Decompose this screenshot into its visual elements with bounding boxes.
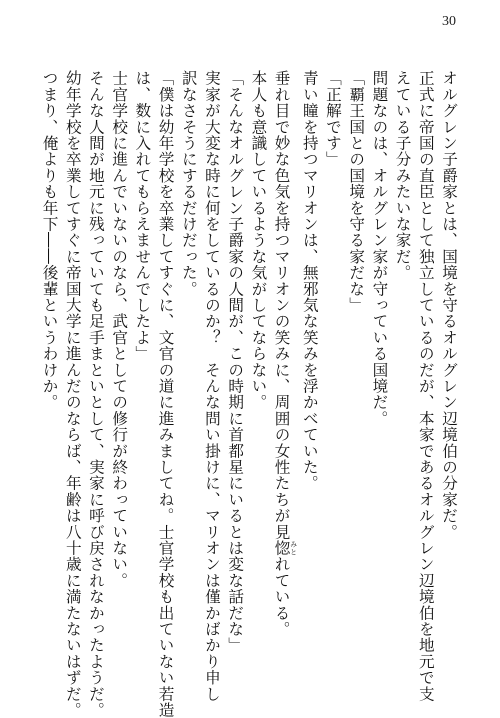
text-line-6: 「正解です」 (323, 70, 342, 168)
text-line-18: つまり、俺よりも年下――後輩というわけか。 (40, 70, 59, 411)
text-line-8 (269, 70, 297, 670)
text-line-17: 幼年学校を卒業してすぐに帝国大学に進んだのならば、年齢は八十歳に満たないはずだ。 (63, 70, 82, 718)
text-line-3: えている子分みたいな家だ。 (393, 70, 412, 281)
text-line-12: 訳なさそうにするだけだった。 (179, 70, 198, 297)
text-line-7: 青い瞳を持つマリオンは、無邪気な笑みを浮かべていた。 (300, 70, 319, 492)
text-line-4: 問題なのは、オルグレン家が守っている国境だ。 (370, 70, 389, 427)
text-line-14: は、数に入れてもらえませんでしたよ」 (133, 70, 152, 362)
text-line-2: 正式に帝国の直臣として独立しているのだが、本家であるオルグレン辺境伯を地元で支 (416, 70, 435, 702)
text-line-10: 「そんなオルグレン子爵家の人間が、この時期に首都星にいるとは変な話だな」 (226, 70, 245, 654)
text-line-16: そんな人間が地元に残っていても足手まといとして、実家に呼び戻されなかったようだ。 (86, 70, 105, 718)
text-line-5: 「覇王国との国境を守る家だな」 (347, 70, 366, 313)
text-line-11: 実家が大変な時に何をしているのか？ そんな問い掛けに、マリオンは僅かばかり申し (202, 70, 221, 702)
page-number: 30 (442, 14, 456, 29)
ruby-base: 惚 (272, 539, 291, 557)
vertical-text-body (37, 70, 460, 718)
text-line-15: 士官学校に進んでいないのなら、武官としての修行が終わっていない。 (110, 70, 129, 589)
ruby-word (272, 539, 298, 557)
text-line-13: 「僕は幼年学校を卒業してすぐに、文官の道に進みましてね。士官学校も出ていない若造 (156, 70, 175, 718)
text-line-1: オルグレン子爵家とは、国境を守るオルグレン辺境伯の分家だ。 (440, 70, 458, 540)
ruby-reading: みと (289, 539, 298, 557)
text-line-9: 本人も意識しているような気がしてならない。 (249, 70, 268, 411)
text-line-8-before: 垂れ目で妙な色気を持つマリオンの笑みに、周囲の女性たちが見 (272, 70, 291, 540)
text-line-8-after: れている。 (272, 556, 291, 638)
